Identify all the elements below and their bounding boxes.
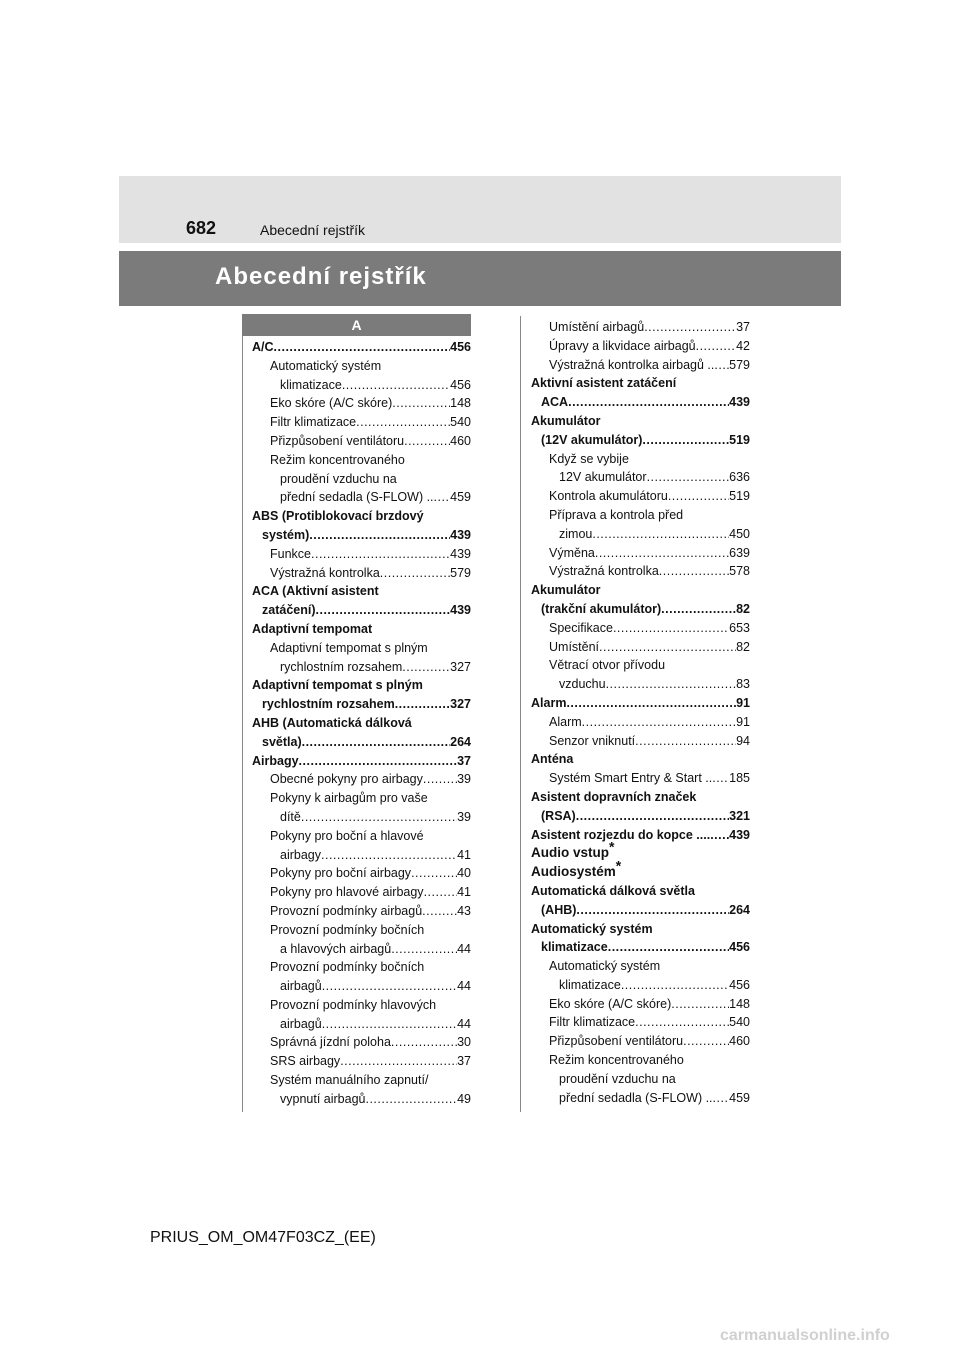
dot-leader — [299, 752, 458, 771]
entry-page-number: 327 — [450, 659, 471, 674]
entry-text: klimatizace — [541, 940, 608, 955]
index-entry: Automatický systém — [549, 959, 661, 974]
index-entry — [252, 940, 471, 959]
index-entry — [531, 1013, 750, 1032]
dot-leader — [644, 318, 736, 337]
index-entry: Adaptivní tempomat — [252, 621, 373, 636]
column-divider-right — [520, 316, 521, 1112]
entry-text: (12V akumulátor) — [541, 432, 643, 447]
entry-page-number: 42 — [736, 338, 750, 353]
entry-page-number: 30 — [457, 1035, 471, 1050]
index-entry — [252, 526, 471, 545]
entry-page-number: 460 — [729, 1034, 750, 1049]
entry-page-number: 82 — [736, 639, 750, 654]
dot-leader — [696, 337, 736, 356]
index-entry: Automatický systém — [270, 358, 382, 373]
entry-page-number: 439 — [450, 603, 471, 618]
entry-text: Výstražná kontrolka — [270, 565, 380, 580]
dot-leader — [395, 695, 450, 714]
running-header: Abecední rejstřík — [260, 222, 366, 238]
index-entry: Větrací otvor přívodu — [549, 658, 666, 673]
entry-page-number: 456 — [450, 340, 471, 354]
dot-leader — [647, 468, 730, 487]
entry-page-number: 450 — [729, 526, 750, 541]
dot-leader — [274, 338, 451, 357]
dot-leader — [342, 376, 450, 395]
index-entry — [531, 600, 750, 619]
index-entry — [252, 846, 471, 865]
dot-leader — [642, 431, 729, 450]
index-entry — [531, 807, 750, 826]
entry-page-number: 44 — [457, 979, 471, 994]
dot-leader — [683, 1032, 729, 1051]
entry-page-number: 636 — [729, 470, 750, 485]
entry-text: Filtr klimatizace — [270, 415, 357, 430]
index-entry — [252, 808, 471, 827]
index-entry — [531, 544, 750, 563]
index-entry: Asistent dopravních značek — [531, 789, 697, 804]
entry-page-number: 540 — [450, 415, 471, 430]
entry-text: (trakční akumulátor) — [541, 601, 662, 616]
index-entry — [252, 545, 471, 564]
entry-page-number: 327 — [450, 697, 471, 712]
index-entry — [252, 1033, 471, 1052]
entry-text: Umístění airbagů — [549, 320, 645, 334]
entry-page-number: 148 — [729, 996, 750, 1011]
index-entry — [252, 413, 471, 432]
index-entry: ACA (Aktivní asistent — [252, 584, 379, 599]
dot-leader — [404, 432, 450, 451]
column-divider-left — [242, 316, 243, 1112]
dot-leader — [592, 525, 729, 544]
index-entry — [252, 977, 471, 996]
dot-leader — [635, 732, 736, 751]
dot-leader — [606, 675, 737, 694]
index-entry: Režim koncentrovaného — [549, 1053, 684, 1068]
dot-leader — [714, 356, 729, 375]
dot-leader — [411, 864, 457, 883]
entry-text: zatáčení) — [262, 603, 316, 618]
dot-leader — [340, 1052, 457, 1071]
entry-page-number: 39 — [457, 809, 471, 824]
index-column-1 — [252, 317, 471, 1109]
entry-page-number: 460 — [450, 433, 471, 448]
entry-text: vypnutí airbagů — [280, 1091, 366, 1106]
index-entry — [252, 338, 471, 357]
entry-text: přední sedadla (S-FLOW) .. — [280, 490, 434, 505]
index-entry — [531, 638, 750, 657]
index-entry — [531, 356, 750, 375]
entry-text: vzduchu — [559, 677, 606, 692]
index-entry: Adaptivní tempomat s plným — [252, 678, 423, 693]
watermark: carmanualsonline.info — [720, 1327, 890, 1344]
dot-leader — [402, 658, 450, 677]
dot-leader — [311, 545, 450, 564]
index-entry — [531, 769, 750, 788]
entry-text: Airbagy — [252, 753, 299, 768]
entry-page-number: 439 — [450, 527, 471, 542]
entry-page-number: 578 — [729, 564, 750, 579]
entry-text: airbagy — [280, 847, 321, 862]
index-entry — [252, 864, 471, 883]
entry-text: Obecné pokyny pro airbagy — [270, 772, 423, 787]
index-entry — [531, 938, 750, 957]
dot-leader — [613, 619, 729, 638]
index-entry — [252, 752, 471, 771]
dot-leader — [424, 883, 458, 902]
index-entry — [531, 562, 750, 581]
letter-heading: A — [242, 314, 471, 336]
index-entry — [531, 487, 750, 506]
index-entry: Provozní podmínky hlavových — [270, 997, 437, 1012]
index-column-2 — [531, 318, 750, 1107]
dot-leader — [316, 601, 451, 620]
entry-text: 12V akumulátor — [559, 470, 647, 485]
entry-page-number: 91 — [736, 695, 750, 710]
entry-text: Eko skóre (A/C skóre) — [549, 996, 672, 1011]
entry-text: SRS airbagy — [270, 1054, 341, 1069]
index-entry — [252, 733, 471, 752]
index-entry: Adaptivní tempomat s plným — [270, 640, 428, 655]
title-bar — [119, 251, 841, 306]
dot-leader — [668, 487, 729, 506]
index-entry — [531, 675, 750, 694]
dot-leader — [576, 901, 729, 920]
index-entry: proudění vzduchu na — [559, 1071, 676, 1086]
entry-text: Asistent rozjezdu do kopce .... — [531, 827, 711, 842]
entry-page-number: 456 — [729, 977, 750, 992]
entry-text: a hlavových airbagů — [280, 941, 392, 956]
entry-text: Výstražná kontrolka — [549, 564, 659, 579]
entry-text: klimatizace — [280, 377, 342, 392]
dot-leader — [566, 694, 736, 713]
index-entry — [531, 901, 750, 920]
dot-leader — [599, 638, 736, 657]
index-entry — [531, 318, 750, 337]
entry-text: Výměna — [549, 545, 595, 560]
dot-leader — [576, 807, 729, 826]
entry-page-number: 519 — [729, 432, 750, 447]
entry-page-number: 639 — [729, 545, 750, 560]
entry-page-number: 321 — [729, 808, 750, 823]
dot-leader — [434, 488, 451, 507]
dot-leader — [595, 544, 729, 563]
index-entry — [252, 1090, 471, 1109]
entry-text: airbagů — [280, 979, 322, 994]
index-entry — [531, 826, 750, 845]
document-code: PRIUS_OM_OM47F03CZ_(EE) — [150, 1229, 376, 1246]
entry-text: přední sedadla (S-FLOW) .. — [559, 1090, 713, 1105]
dot-leader — [322, 977, 457, 996]
dot-leader — [582, 713, 736, 732]
index-entry — [252, 658, 471, 677]
dot-leader — [321, 846, 457, 865]
dot-leader — [302, 733, 451, 752]
dot-leader — [322, 1015, 457, 1034]
dot-leader — [568, 393, 729, 412]
entry-page-number: 37 — [736, 320, 750, 334]
index-entry — [531, 857, 750, 882]
dot-leader — [621, 976, 729, 995]
entry-text: ACA — [541, 395, 569, 410]
index-entry: Pokyny k airbagům pro vaše — [270, 791, 428, 806]
index-entry — [531, 337, 750, 356]
entry-text: Úpravy a likvidace airbagů — [549, 338, 696, 353]
index-entry — [531, 1089, 750, 1108]
index-entry: AHB (Automatická dálková — [252, 715, 412, 730]
dot-leader — [608, 938, 729, 957]
index-entry — [531, 713, 750, 732]
entry-text: (RSA) — [541, 808, 576, 823]
header-band — [119, 176, 841, 243]
entry-text: Kontrola akumulátoru — [549, 489, 668, 504]
entry-text: Umístění — [549, 639, 600, 654]
index-entry — [252, 1052, 471, 1071]
dot-leader — [659, 562, 729, 581]
asterisk-mark: * — [609, 838, 615, 855]
entry-text: Alarm — [531, 695, 567, 710]
entry-page-number: 519 — [729, 489, 750, 504]
dot-leader — [713, 1089, 730, 1108]
dot-leader — [712, 769, 729, 788]
dot-leader — [380, 564, 450, 583]
entry-text: rychlostním rozsahem — [280, 659, 403, 674]
dot-leader — [392, 394, 450, 413]
index-entry — [531, 732, 750, 751]
dot-leader — [710, 826, 729, 845]
index-entry — [531, 525, 750, 544]
dot-leader — [301, 808, 457, 827]
entry-text: světla) — [262, 734, 302, 749]
entry-page-number: 185 — [729, 771, 750, 786]
entry-text: (AHB) — [541, 902, 577, 917]
entry-page-number: 540 — [729, 1015, 750, 1030]
dot-leader — [391, 940, 457, 959]
index-entry — [531, 468, 750, 487]
entry-text: Přizpůsobení ventilátoru — [270, 433, 405, 448]
index-entry: proudění vzduchu na — [280, 471, 397, 486]
index-entry — [531, 976, 750, 995]
entry-page-number: 94 — [736, 733, 750, 748]
dot-leader — [635, 1013, 729, 1032]
entry-page-number: 439 — [450, 546, 471, 561]
entry-page-number: 37 — [457, 753, 471, 768]
entry-page-number: 41 — [457, 847, 471, 862]
index-entry: Anténa — [531, 752, 574, 767]
entry-page-number: 653 — [729, 620, 750, 635]
index-entry: Akumulátor — [531, 583, 601, 598]
entry-page-number: 439 — [729, 395, 750, 410]
entry-page-number: 83 — [736, 677, 750, 692]
index-entry — [252, 770, 471, 789]
index-entry — [531, 393, 750, 412]
dot-leader — [423, 770, 457, 789]
asterisk-mark: * — [615, 857, 622, 874]
index-entry — [531, 431, 750, 450]
index-entry: Automatický systém — [531, 921, 653, 936]
entry-text: Výstražná kontrolka airbagů .. — [549, 357, 715, 372]
entry-text: Alarm — [549, 714, 582, 729]
index-entry — [252, 1015, 471, 1034]
entry-page-number: 439 — [729, 827, 750, 842]
index-entry — [252, 902, 471, 921]
entry-text: Audiosystém — [531, 864, 616, 880]
index-entry: Akumulátor — [531, 413, 601, 428]
entry-text: Audio vstup — [531, 845, 609, 861]
entry-page-number: 44 — [457, 941, 471, 956]
index-entry — [531, 619, 750, 638]
entry-page-number: 148 — [450, 396, 471, 411]
entry-text: Funkce — [270, 546, 311, 561]
entry-page-number: 459 — [450, 490, 471, 505]
entry-page-number: 41 — [457, 885, 471, 900]
entry-text: Specifikace — [549, 620, 613, 635]
dot-leader — [422, 902, 457, 921]
index-entry: Systém manuálního zapnutí/ — [270, 1073, 429, 1088]
dot-leader — [391, 1033, 457, 1052]
dot-leader — [356, 413, 450, 432]
page-title: Abecední rejstřík — [215, 263, 427, 290]
index-entry: Automatická dálková světla — [531, 883, 695, 898]
entry-page-number: 264 — [729, 902, 750, 917]
index-entry: Aktivní asistent zatáčení — [531, 376, 677, 391]
index-entry — [252, 564, 471, 583]
entry-page-number: 44 — [457, 1016, 471, 1031]
entry-text: Provozní podmínky airbagů — [270, 903, 423, 918]
index-entry: Pokyny pro boční a hlavové — [270, 828, 424, 843]
index-entry — [252, 601, 471, 620]
entry-text: Filtr klimatizace — [549, 1015, 636, 1030]
dot-leader — [661, 600, 736, 619]
entry-text: Senzor vniknutí — [549, 733, 636, 748]
index-entry — [531, 995, 750, 1014]
entry-text: Správná jízdní poloha — [270, 1035, 391, 1050]
page-number: 682 — [186, 218, 217, 238]
index-entry — [252, 432, 471, 451]
index-entry — [252, 883, 471, 902]
entry-page-number: 39 — [457, 772, 471, 787]
entry-text: A/C — [252, 340, 274, 354]
entry-text: Systém Smart Entry & Start .. — [549, 771, 713, 786]
entry-page-number: 456 — [450, 377, 471, 392]
index-entry — [531, 838, 750, 863]
dot-leader — [309, 526, 450, 545]
entry-text: Eko skóre (A/C skóre) — [270, 396, 393, 411]
entry-page-number: 49 — [457, 1091, 471, 1106]
entry-text: Pokyny pro boční airbagy — [270, 866, 412, 881]
entry-text: dítě — [280, 809, 301, 824]
entry-text: systém) — [262, 527, 310, 542]
entry-page-number: 456 — [729, 940, 750, 955]
entry-text: klimatizace — [559, 977, 621, 992]
index-entry — [252, 394, 471, 413]
index-entry — [252, 488, 471, 507]
index-entry — [252, 695, 471, 714]
entry-page-number: 43 — [457, 903, 471, 918]
index-entry — [252, 376, 471, 395]
entry-page-number: 40 — [457, 866, 471, 881]
entry-page-number: 264 — [450, 734, 471, 749]
entry-text: zimou — [559, 526, 593, 541]
index-entry — [531, 694, 750, 713]
dot-leader — [671, 995, 729, 1014]
dot-leader — [365, 1090, 457, 1109]
index-entry: Když se vybije — [549, 451, 629, 466]
entry-page-number: 37 — [457, 1054, 471, 1069]
entry-page-number: 459 — [729, 1090, 750, 1105]
entry-text: Přizpůsobení ventilátoru — [549, 1034, 684, 1049]
index-entry: Příprava a kontrola před — [549, 507, 684, 522]
entry-page-number: 91 — [736, 714, 750, 729]
index-entry: ABS (Protiblokovací brzdový — [252, 509, 424, 524]
entry-page-number: 82 — [736, 601, 750, 616]
entry-text: Pokyny pro hlavové airbagy — [270, 885, 424, 900]
index-entry: Provozní podmínky bočních — [270, 960, 425, 975]
index-entry — [531, 1032, 750, 1051]
entry-page-number: 579 — [450, 565, 471, 580]
index-entry: Režim koncentrovaného — [270, 452, 405, 467]
entry-page-number: 579 — [729, 357, 750, 372]
entry-text: rychlostním rozsahem — [262, 697, 395, 712]
index-entry: Provozní podmínky bočních — [270, 922, 425, 937]
entry-text: airbagů — [280, 1016, 322, 1031]
